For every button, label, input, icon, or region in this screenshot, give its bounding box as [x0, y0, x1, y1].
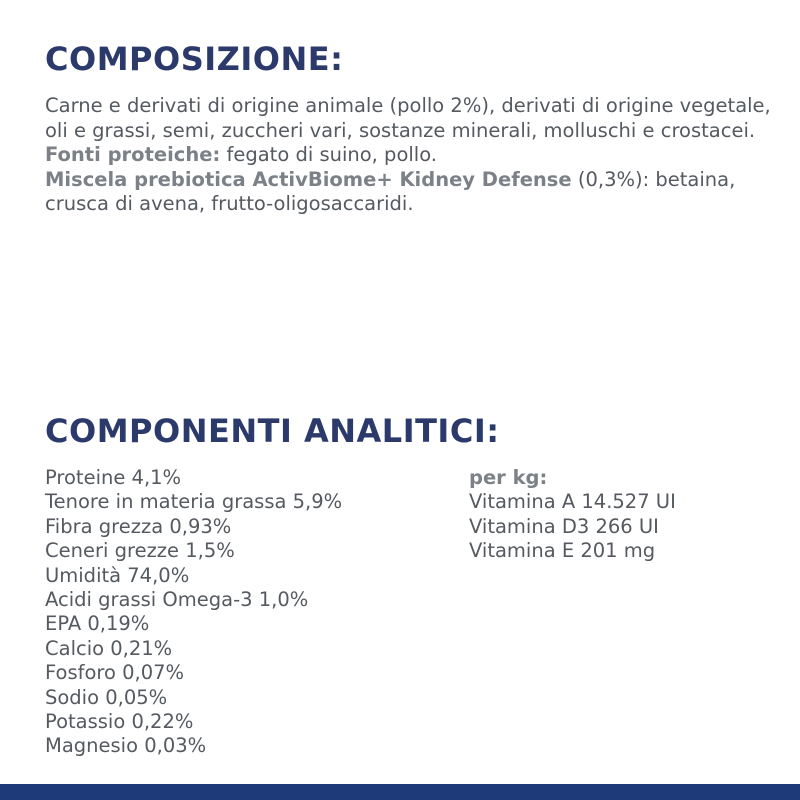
list-item: Ceneri grezze 1,5%: [45, 539, 235, 563]
list-item: Potassio 0,22%: [45, 710, 194, 734]
vitamins-list: [469, 466, 676, 564]
list-item: Vitamina E 201 mg: [469, 539, 656, 563]
protein-sources-label: Fonti proteiche:: [45, 143, 221, 166]
prebiotic-label: Miscela prebiotica ActivBiome+ Kidney Defense: [45, 167, 572, 191]
list-item: Vitamina D3 266 UI: [469, 514, 659, 538]
ingredients-text: Carne e derivati di origine animale (pollo 2%), derivati di origine vegetale, oli e grassi, semi, zuccheri vari, sostanze minerali, molluschi e crostacei.: [45, 94, 771, 142]
list-item: Acidi grassi Omega-3 1,0%: [45, 588, 309, 612]
list-item: Fosforo 0,07%: [45, 661, 185, 685]
analytical-components-list: [45, 466, 342, 759]
list-item: Vitamina A 14.527 UI: [469, 490, 676, 514]
list-item: Fibra grezza 0,93%: [45, 514, 232, 538]
list-item: Umidità 74,0%: [45, 563, 190, 587]
list-item: Tenore in materia grassa 5,9%: [45, 490, 343, 514]
list-item: EPA 0,19%: [45, 612, 150, 636]
prebiotic-value: (0,3%): betaina, crusca di avena, frutto-oligosaccaridi.: [45, 167, 736, 215]
analytical-heading: COMPONENTI ANALITICI:: [45, 412, 500, 450]
composition-text: [45, 94, 775, 217]
per-kg-label: per kg:: [469, 466, 548, 489]
list-item: Calcio 0,21%: [45, 636, 173, 660]
list-item: Proteine 4,1%: [45, 466, 182, 489]
list-item: Sodio 0,05%: [45, 685, 168, 709]
protein-sources-value: fegato di suino, pollo.: [220, 143, 437, 166]
list-item: Magnesio 0,03%: [45, 734, 207, 758]
bottom-bar: [0, 784, 800, 800]
composition-heading: COMPOSIZIONE:: [45, 40, 344, 78]
